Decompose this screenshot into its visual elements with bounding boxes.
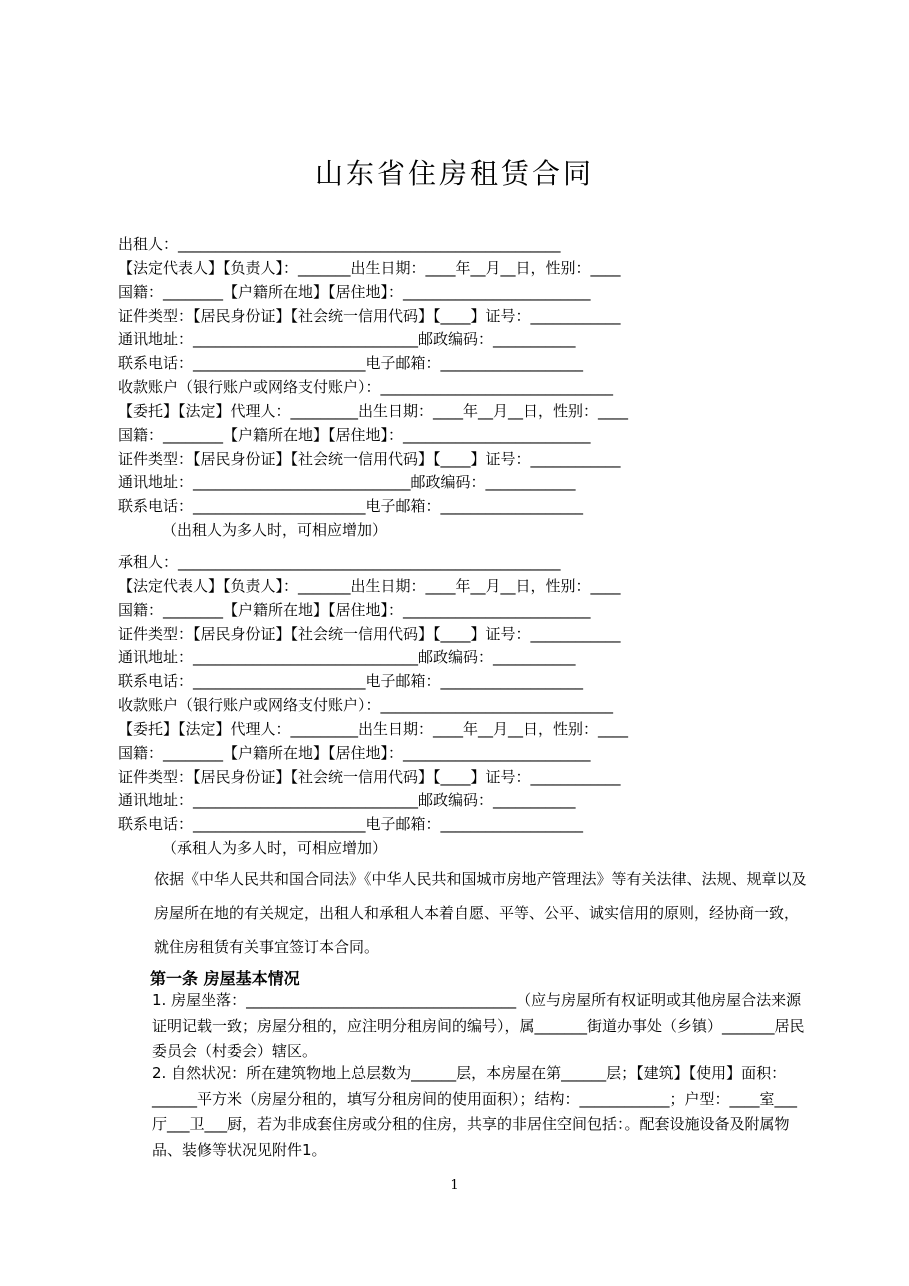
lessee-agent-line: 【委托】【法定】代理人：_________出生日期：____年__月__日，性别：____: [118, 720, 629, 738]
contract-title: 山东省住房租赁合同: [314, 157, 594, 190]
lessor-address-line: 通讯地址：______________________________邮政编码：___________: [118, 330, 576, 348]
lessee-agent-id-type-line: 证件类型：【居民身份证】【社会统一信用代码】【____】证号：____________: [118, 768, 621, 786]
lessee-representative-line: 【法定代表人】【负责人】：_______出生日期：____年__月__日，性别：____: [118, 577, 621, 595]
lessor-note: （出租人为多人时，可相应增加）: [162, 521, 388, 539]
lessee-agent-nationality-line: 国籍：________【户籍所在地】【居住地】：_________________________: [118, 744, 591, 762]
lessor-name-line: 出租人：___________________________________________________: [118, 235, 561, 253]
clause-1-location: [118, 988, 808, 1065]
lessee-name-line: 承租人：___________________________________________________: [118, 553, 561, 571]
lessee-agent-address-line: 通讯地址：______________________________邮政编码：___________: [118, 791, 576, 809]
clause-1-text: 1. 房屋坐落：____________________________________（应与房屋所有权证明或其他房屋合法来源证明记载一致；房屋分租的，应注明分租房间的编号），属_______街道办事处（乡镇）_______居民委员会（村委会）辖区。: [152, 991, 805, 1060]
preamble-paragraph: [118, 862, 808, 964]
preamble-text: 依据《中华人民共和国合同法》《中华人民共和国城市房地产管理法》等有关法律、法规、规章以及房屋所在地的有关规定，出租人和承租人本着自愿、平等、公平、诚实信用的原则，经协商一致，就住房租赁有关事宜签订本合同。: [154, 870, 807, 956]
lessor-id-type-line: 证件类型：【居民身份证】【社会统一信用代码】【____】证号：____________: [118, 307, 621, 325]
page-number: 1: [450, 1178, 459, 1193]
lessor-agent-phone-line: 联系电话：_______________________电子邮箱：___________________: [118, 497, 584, 515]
lessor-agent-line: 【委托】【法定】代理人：_________出生日期：____年__月__日，性别：____: [118, 402, 629, 420]
lessee-agent-phone-line: 联系电话：_______________________电子邮箱：___________________: [118, 815, 584, 833]
lessee-nationality-line: 国籍：________【户籍所在地】【居住地】：_________________________: [118, 601, 591, 619]
lessee-address-line: 通讯地址：______________________________邮政编码：___________: [118, 648, 576, 666]
clause-2-text: 2. 自然状况：所在建筑物地上总层数为______层，本房屋在第______层；【建筑】【使用】面积：______平方米（房屋分租的，填写分租房间的使用面积）；结构：____________；户型：____室___厅___卫___厨，若为非成套住房或分租的住房，共享的非居住空间包括：。配套设施设备及附属物品、装修等状况见附件1。: [152, 1064, 798, 1159]
lessee-note: （承租人为多人时，可相应增加）: [162, 839, 388, 857]
article-1-heading: 第一条 房屋基本情况: [150, 969, 300, 988]
lessor-agent-nationality-line: 国籍：________【户籍所在地】【居住地】：_________________________: [118, 426, 591, 444]
lessee-phone-line: 联系电话：_______________________电子邮箱：___________________: [118, 672, 584, 690]
lessor-phone-line: 联系电话：_______________________电子邮箱：___________________: [118, 354, 584, 372]
lessor-agent-address-line: 通讯地址：_____________________________邮政编码：____________: [118, 473, 576, 491]
lessor-nationality-line: 国籍：________【户籍所在地】【居住地】：_________________________: [118, 283, 591, 301]
clause-2-condition: [118, 1061, 808, 1163]
lessee-id-type-line: 证件类型：【居民身份证】【社会统一信用代码】【____】证号：____________: [118, 625, 621, 643]
lessor-agent-id-type-line: 证件类型：【居民身份证】【社会统一信用代码】【____】证号：____________: [118, 450, 621, 468]
lessor-account-line: 收款账户（银行账户或网络支付账户）：_______________________________: [118, 378, 614, 396]
lessor-representative-line: 【法定代表人】【负责人】：_______出生日期：____年__月__日，性别：____: [118, 259, 621, 277]
lessee-account-line: 收款账户（银行账户或网络支付账户）：_______________________________: [118, 696, 614, 714]
